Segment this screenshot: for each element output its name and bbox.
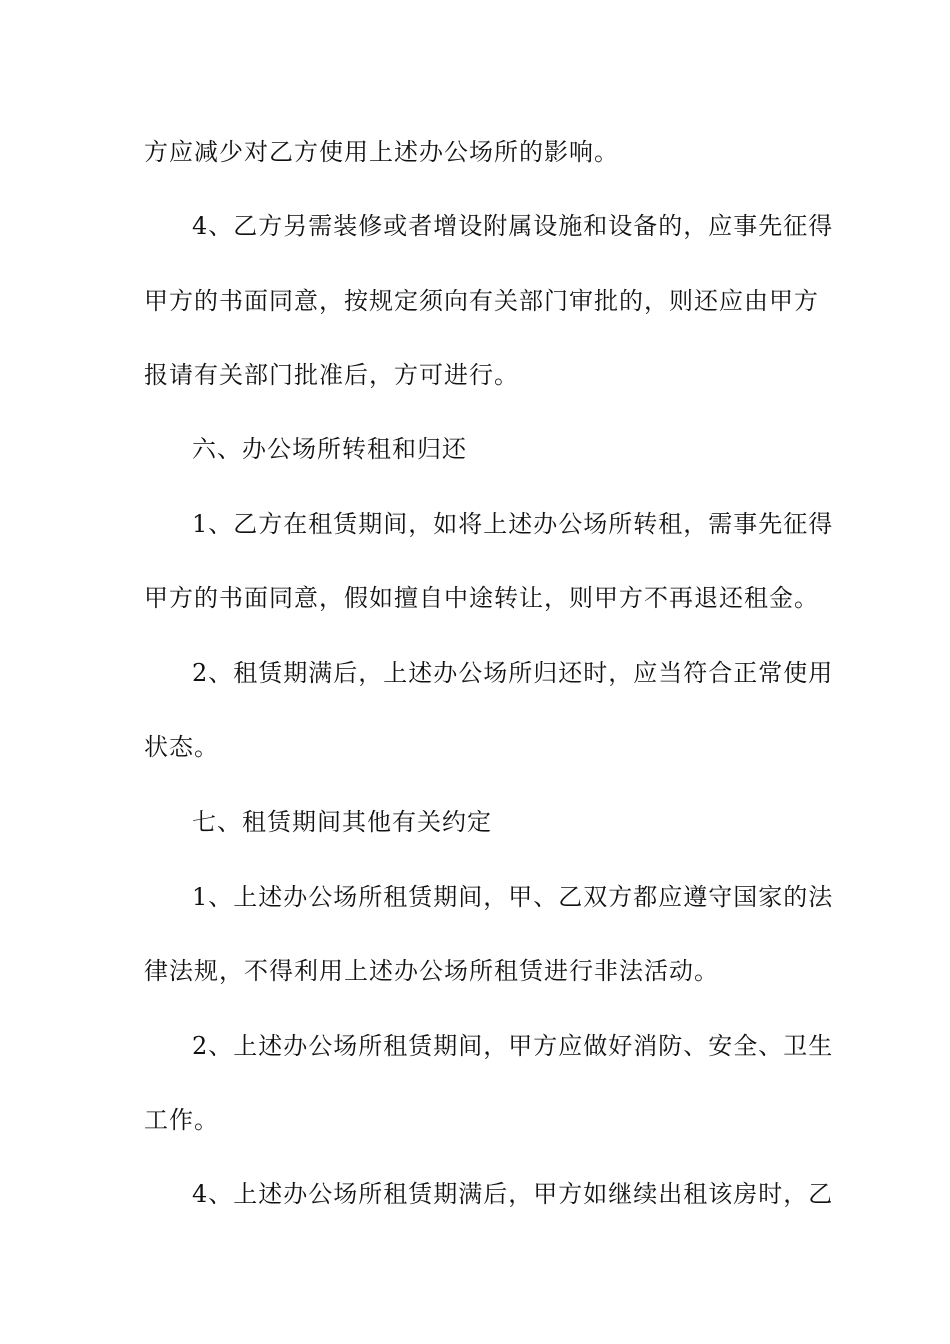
text-line: 2、上述办公场所租赁期间，甲方应做好消防、安全、卫生 — [192, 1032, 834, 1060]
text-line: 甲方的书面同意，按规定须向有关部门审批的，则还应由甲方 — [144, 287, 819, 315]
text-line: 1、乙方在租赁期间，如将上述办公场所转租，需事先征得 — [192, 510, 834, 538]
text-line: 4、上述办公场所租赁期满后，甲方如继续出租该房时，乙 — [192, 1180, 834, 1208]
section-heading: 七、租赁期间其他有关约定 — [192, 808, 492, 836]
text-line: 甲方的书面同意，假如擅自中途转让，则甲方不再退还租金。 — [144, 584, 819, 612]
text-line: 方应减少对乙方使用上述办公场所的影响。 — [144, 138, 619, 166]
text-line: 4、乙方另需装修或者增设附属设施和设备的，应事先征得 — [192, 212, 834, 240]
text-line: 报请有关部门批准后，方可进行。 — [144, 361, 519, 389]
text-line: 律法规，不得利用上述办公场所租赁进行非法活动。 — [144, 957, 719, 985]
text-line: 1、上述办公场所租赁期间，甲、乙双方都应遵守国家的法 — [192, 883, 834, 911]
section-heading: 六、办公场所转租和归还 — [192, 435, 467, 463]
text-line: 2、租赁期满后，上述办公场所归还时，应当符合正常使用 — [192, 659, 834, 687]
text-line: 工作。 — [144, 1106, 219, 1134]
text-line: 状态。 — [144, 733, 219, 761]
